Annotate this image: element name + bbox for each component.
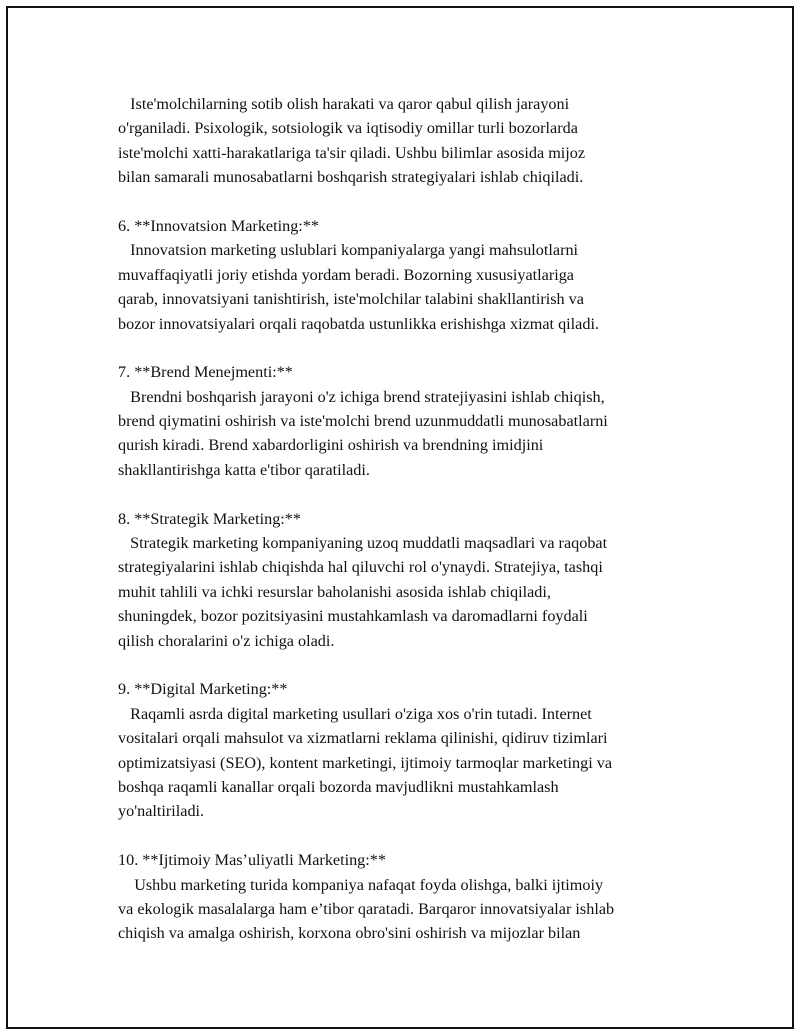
text-line: strategiyalarini ishlab chiqishda hal qiluvchi rol o'ynaydi. Stratejiya, tashqi xyxy=(118,558,603,577)
text-line: bozor innovatsiyalari orqali raqobatda ustunlikka erishishga xizmat qiladi. xyxy=(118,314,600,333)
text-line: chiqish va amalga oshirish, korxona obro'sini oshirish va mijozlar bilan xyxy=(118,924,581,943)
text-line: shakllantirishga katta e'tibor qaratiladi. xyxy=(118,460,370,479)
paragraph-gap xyxy=(118,824,698,848)
text-line: qarab, innovatsiyani tanishtirish, iste'molchilar talabini shakllantirish va xyxy=(118,290,584,309)
text-line: shuningdek, bozor pozitsiyasini mustahkamlash va daromadlarni foydali xyxy=(118,607,588,626)
text-line: muhit tahlili va ichki resurslar baholanishi asosida ishlab chiqiladi, xyxy=(118,582,551,601)
text-line: brend qiymatini oshirish va iste'molchi brend uzunmuddatli munosabatlarni xyxy=(118,412,608,431)
section-heading: 6. **Innovatsion Marketing:** xyxy=(118,216,319,235)
section-heading: 10. **Ijtimoiy Mas’uliyatli Marketing:** xyxy=(118,851,386,870)
text-line: qilish choralarini o'z ichiga oladi. xyxy=(118,631,335,650)
text-line: vositalari orqali mahsulot va xizmatlarni reklama qilinishi, qidiruv tizimlari xyxy=(118,729,608,748)
text-line: Raqamli asrda digital marketing usullari o'ziga xos o'rin tutadi. Internet xyxy=(118,704,592,723)
text-line: va ekologik masalalarga ham e’tibor qaratadi. Barqaror innovatsiyalar ishlab xyxy=(118,899,615,918)
section-ijtimoiy-masuliyatli-marketing xyxy=(118,848,698,946)
text-line: qurish kiradi. Brend xabardorligini oshirish va brendning imidjini xyxy=(118,436,544,455)
section-heading: 7. **Brend Menejmenti:** xyxy=(118,363,293,382)
section-heading: 9. **Digital Marketing:** xyxy=(118,680,288,699)
text-line: Brendni boshqarish jarayoni o'z ichiga brend stratejiyasini ishlab chiqish, xyxy=(118,387,605,406)
section-heading: 8. **Strategik Marketing:** xyxy=(118,509,301,528)
paragraph-gap xyxy=(118,482,698,506)
text-line: optimizatsiyasi (SEO), kontent marketingi, ijtimoiy tarmoqlar marketingi va xyxy=(118,753,613,772)
paragraph-gap xyxy=(118,190,698,214)
paragraph-gap xyxy=(118,336,698,360)
intro-paragraph xyxy=(118,92,698,190)
text-line: iste'molchi xatti-harakatlariga ta'sir qiladi. Ushbu bilimlar asosida mijoz xyxy=(118,143,586,162)
text-line: o'rganiladi. Psixologik, sotsiologik va iqtisodiy omillar turli bozorlarda xyxy=(118,119,578,138)
document-body xyxy=(118,92,698,946)
section-strategik-marketing xyxy=(118,507,698,653)
section-brend-menejmenti xyxy=(118,360,698,482)
text-line: Ushbu marketing turida kompaniya nafaqat foyda olishga, balki ijtimoiy xyxy=(118,875,604,894)
text-line: Iste'molchilarning sotib olish harakati va qaror qabul qilish jarayoni xyxy=(118,95,570,113)
section-digital-marketing xyxy=(118,677,698,823)
text-line: bilan samarali munosabatlarni boshqarish strategiyalari ishlab chiqiladi. xyxy=(118,168,584,187)
text-line: yo'naltiriladi. xyxy=(118,802,205,821)
text-line: muvaffaqiyatli joriy etishda yordam beradi. Bozorning xususiyatlariga xyxy=(118,265,574,284)
paragraph-gap xyxy=(118,653,698,677)
text-line: Innovatsion marketing uslublari kompaniyalarga yangi mahsulotlarni xyxy=(118,241,579,260)
section-innovatsion-marketing xyxy=(118,214,698,336)
text-line: boshqa raqamli kanallar orqali bozorda mavjudlikni mustahkamlash xyxy=(118,777,559,796)
text-line: Strategik marketing kompaniyaning uzoq muddatli maqsadlari va raqobat xyxy=(118,534,608,553)
